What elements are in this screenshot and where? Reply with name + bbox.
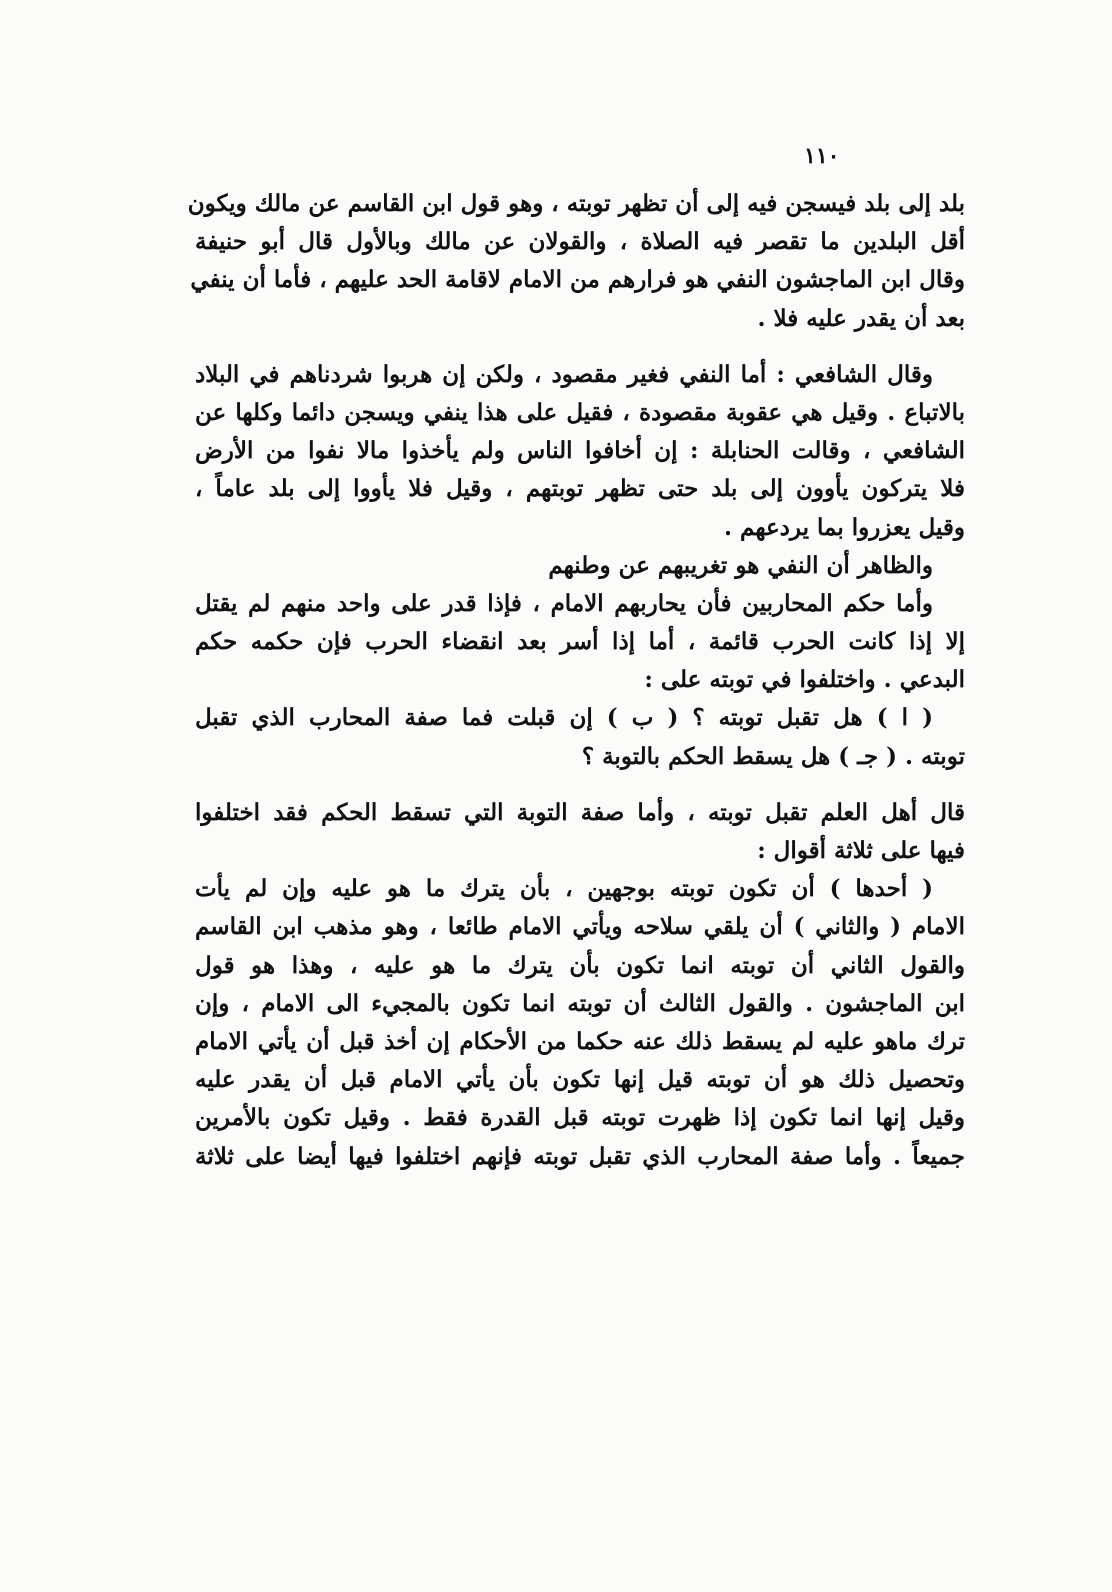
text-line: والظاهر أن النفي هو تغريبهم عن وطنهم — [548, 551, 933, 579]
text-line: بالاتباع . وقيل هي عقوبة مقصودة ، فقيل على هذا ينفي ويسجن دائما وكلها عن — [195, 398, 965, 426]
text-line: والقول الثاني أن توبته انما تكون بأن يترك ما هو عليه ، وهذا هو قول — [195, 951, 965, 979]
text-line: توبته . ( جـ ) هل يسقط الحكم بالتوبة ؟ — [581, 742, 965, 770]
text-line: وتحصيل ذلك هو أن توبته قيل إنها تكون بأن يأتي الامام قبل أن يقدر عليه — [195, 1066, 965, 1094]
text-line: ابن الماجشون . والقول الثالث أن توبته انما تكون بالمجيء الى الامام ، وإن — [195, 989, 965, 1017]
text-line: وقال الشافعي : أما النفي فغير مقصود ، ولكن إن هربوا شردناهم في البلاد — [195, 360, 933, 388]
paragraph-gap — [195, 776, 965, 794]
text-line: وقال ابن الماجشون النفي هو فرارهم من الامام لاقامة الحد عليهم ، فأما أن ينفي — [190, 266, 965, 294]
text-line: وقيل إنها انما تكون إذا ظهرت توبته قبل القدرة فقط . وقيل تكون بالأمرين — [195, 1104, 965, 1132]
text-line: أقل البلدين ما تقصر فيه الصلاة ، والقولان عن مالك وبالأول قال أبو حنيفة — [195, 228, 965, 256]
text-line: فلا يتركون يأوون إلى بلد حتى تظهر توبتهم ، وقيل فلا يأووا إلى بلد عاماً ، — [195, 475, 965, 503]
page-number: ١١٠ — [804, 143, 840, 169]
text-line: ( ا ) هل تقبل توبته ؟ ( ب ) إن قبلت فما صفة المحارب الذي تقبل — [195, 704, 933, 732]
text-line: فيها على ثلاثة أقوال : — [757, 837, 965, 864]
text-line: البدعي . واختلفوا في توبته على : — [644, 666, 965, 694]
text-line: ترك ماهو عليه لم يسقط ذلك عنه حكما من الأحكام إن أخذ قبل أن يأتي الامام — [195, 1027, 965, 1055]
text-line: وقيل يعزروا بما يردعهم . — [724, 513, 965, 541]
text-line: بلد إلى بلد فيسجن فيه إلى أن تظهر توبته ، وهو قول ابن القاسم عن مالك ويكون — [187, 190, 965, 217]
text-line: جميعاً . وأما صفة المحارب الذي تقبل توبته فإنهم اختلفوا فيها أيضا على ثلاثة — [195, 1142, 965, 1170]
text-line: وأما حكم المحاربين فأن يحاربهم الامام ، فإذا قدر على واحد منهم لم يقتل — [195, 589, 933, 617]
text-line: بعد أن يقدر عليه فلا . — [757, 304, 965, 332]
text-line: الشافعي ، وقالت الحنابلة : إن أخافوا الناس ولم يأخذوا مالا نفوا من الأرض — [195, 437, 965, 465]
text-line: ( أحدها ) أن تكون توبته بوجهين ، بأن يترك ما هو عليه وإن لم يأت — [195, 875, 933, 903]
paragraph-gap — [195, 338, 965, 356]
text-line: إلا إذا كانت الحرب قائمة ، أما إذا أسر بعد انقضاء الحرب فإن حكمه حكم — [195, 628, 965, 656]
text-line: قال أهل العلم تقبل توبته ، وأما صفة التوبة التي تسقط الحكم فقد اختلفوا — [195, 798, 965, 826]
text-line: الامام ( والثاني ) أن يلقي سلاحه ويأتي الامام طائعا ، وهو مذهب ابن القاسم — [195, 913, 965, 941]
body-text — [187, 185, 965, 1176]
